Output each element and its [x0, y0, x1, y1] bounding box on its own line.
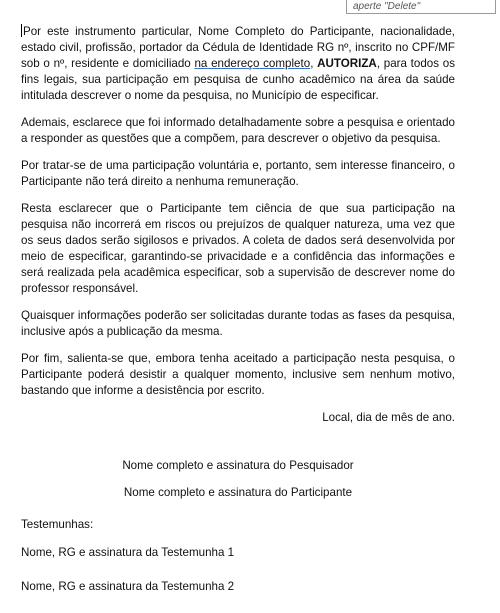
- address-field-link[interactable]: na endereço completo: [194, 57, 311, 70]
- place-date: Local, dia de mês de ano.: [322, 411, 455, 424]
- witness-1-signature: Nome, RG e assinatura da Testemunha 1: [21, 546, 235, 559]
- witnesses-label: Testemunhas:: [21, 518, 94, 531]
- paragraph-withdrawal: Por fim, salienta-se que, embora tenha aceitado a participação nesta pesquisa, o Participante poderá desistir a qualquer momento, inclusive sem nenhum motivo, bastando que informe a desistência por escrito.: [21, 352, 455, 397]
- document-body[interactable]: [21, 24, 455, 613]
- paragraph-authorization: [21, 24, 455, 104]
- paragraph-risks: Resta esclarecer que o Participante tem ciência de que sua participação na pesquisa não incorrerá em riscos ou prejuízos de qualquer natureza, uma vez que os seus dados serão sigilosos e privados. A coleta de dados será desenvolvida por meio de especificar, garantindo-se privacidade e a confidência das informações e será realizada pela acadêmica especificar, sob a supervisão de descrever nome do professor responsável.: [21, 202, 455, 295]
- authorize-keyword: AUTORIZA: [317, 57, 377, 70]
- paragraph-1-text-c: , para todos os fins legais, sua participação em pesquisa de cunho acadêmico na área da saúde intitulada descrever o nome da pesquisa, no Município de especificar.: [21, 57, 455, 102]
- text-cursor: [21, 24, 22, 37]
- paragraph-1-text-a: Por este instrumento particular, Nome Completo do Participante, nacionalidade, estado civil, profissão, portador da Cédula de Identidade RG nº, inscrito no CPF/MF sob o nº, residente e domiciliado: [21, 25, 455, 70]
- delete-hint-tooltip: aperte "Delete": [346, 0, 496, 14]
- paragraph-voluntary: Por tratar-se de uma participação voluntária e, portanto, sem interesse financeiro, o Participante não terá direito a nenhuma remuneração.: [21, 159, 455, 188]
- participant-signature: Nome completo e assinatura do Participante: [123, 486, 353, 499]
- paragraph-information: Ademais, esclarece que foi informado detalhadamente sobre a pesquisa e orientado a responder as questões que a compõem, para descrever o objetivo da pesquisa.: [21, 116, 455, 145]
- paragraph-1-text-b: ,: [310, 57, 318, 70]
- witness-2-signature: Nome, RG e assinatura da Testemunha 2: [21, 580, 235, 593]
- researcher-signature: Nome completo e assinatura do Pesquisador: [122, 459, 354, 472]
- paragraph-requests: Quaisquer informações poderão ser solicitadas durante todas as fases da pesquisa, inclusive após a publicação da mesma.: [21, 309, 455, 338]
